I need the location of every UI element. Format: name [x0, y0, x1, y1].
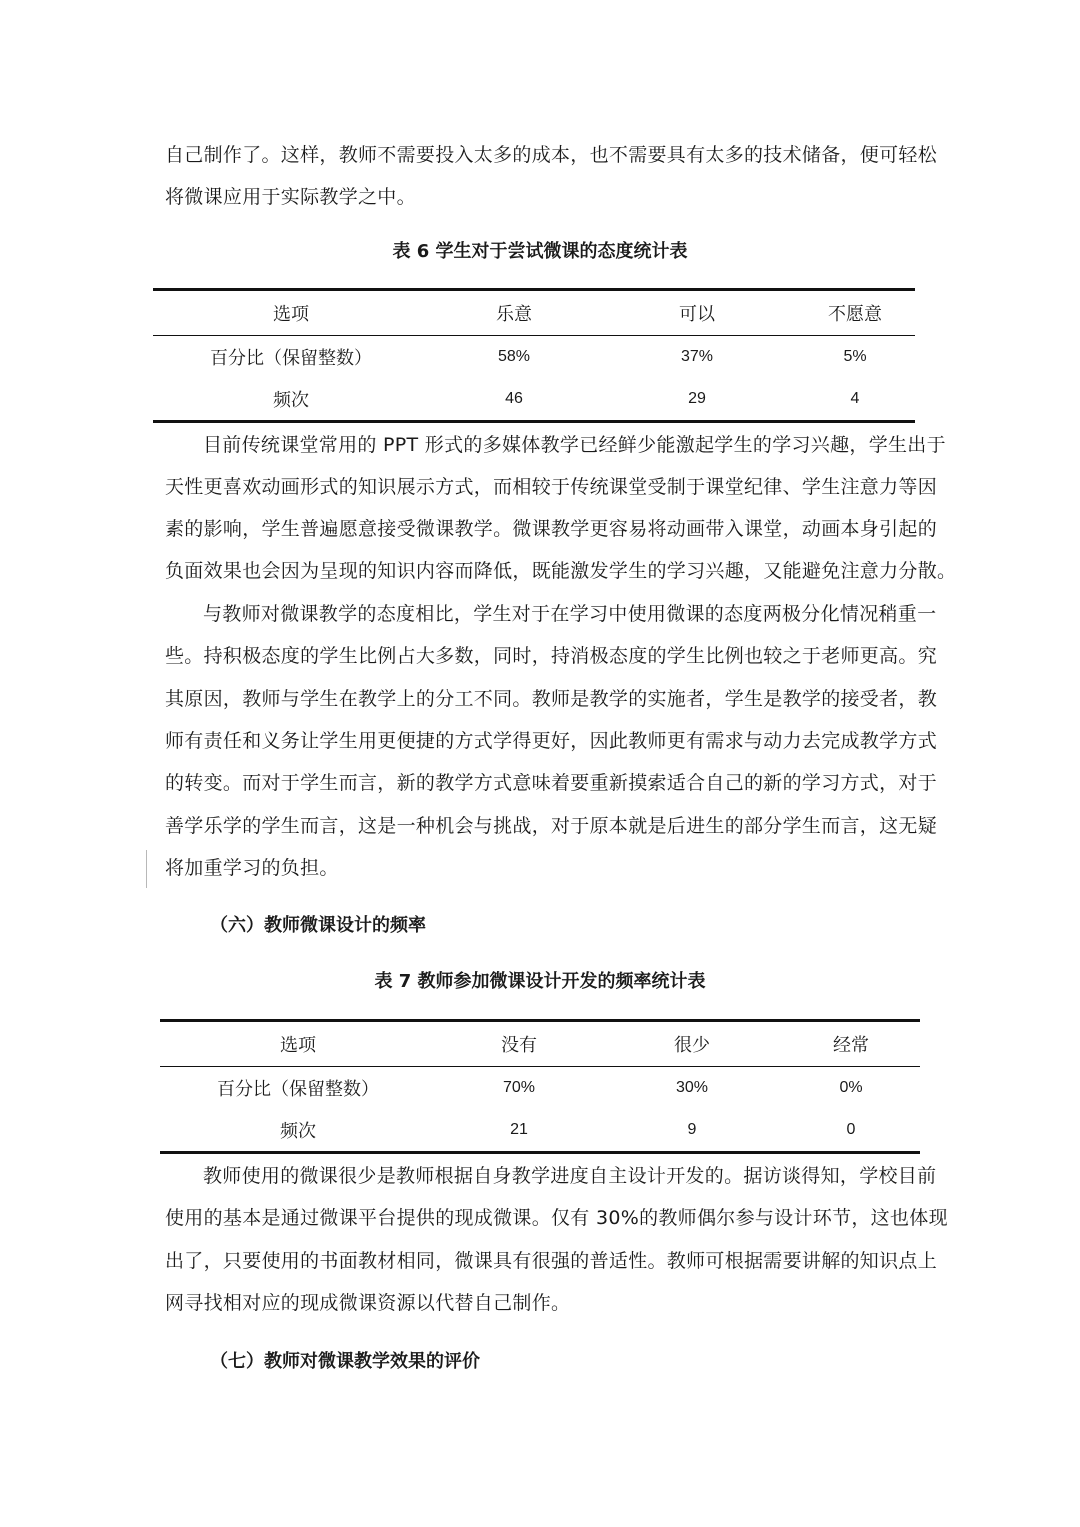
paragraph3-line: 的转变。而对于学生而言，新的教学方式意味着要重新摸索适合自己的新的学习方式，对于	[165, 772, 938, 794]
paragraph4-line: 出了，只要使用的书面教材相同，微课具有很强的普适性。教师可根据需要讲解的知识点上	[165, 1250, 938, 1272]
section6-heading: （六）教师微课设计的频率	[210, 915, 426, 936]
table-cell: 58%	[497, 348, 531, 365]
paragraph2-line: 负面效果也会因为呈现的知识内容而降低，既能激发学生的学习兴趣，又能避免注意力分散。	[165, 560, 957, 582]
table-cell: 29	[599, 378, 795, 422]
table-row	[160, 1067, 920, 1110]
table6-header-cell: 可以	[599, 290, 795, 336]
paragraph4-line: 使用的基本是通过微课平台提供的现成微课。仅有 30%的教师偶尔参与设计环节，这也体现	[165, 1207, 948, 1229]
paragraph3-line: 将加重学习的负担。	[165, 857, 339, 879]
table7-header-cell: 很少	[602, 1021, 782, 1067]
table-cell: 21	[436, 1109, 602, 1153]
table-row	[153, 378, 915, 422]
table-cell: 频次	[153, 378, 429, 422]
paragraph2-line: 素的影响，学生普遍愿意接受微课教学。微课教学更容易将动画带入课堂，动画本身引起的	[165, 518, 938, 540]
table-cell: 5%	[843, 348, 867, 365]
paragraph3-line: 些。持积极态度的学生比例占大多数，同时，持消极态度的学生比例也较之于老师更高。究	[165, 645, 938, 667]
table6-header-cell: 不愿意	[795, 290, 915, 336]
table7	[160, 1019, 920, 1154]
paragraph4-line: 教师使用的微课很少是教师根据自身教学进度自主设计开发的。据访谈得知，学校目前	[203, 1165, 937, 1187]
table7-header-cell: 没有	[436, 1021, 602, 1067]
table7-caption: 表 7 教师参加微课设计开发的频率统计表	[374, 971, 706, 992]
paragraph4-line: 网寻找相对应的现成微课资源以代替自己制作。	[165, 1292, 571, 1314]
table7-header-row	[160, 1021, 920, 1067]
table-cell: 0	[782, 1109, 920, 1153]
table-cell: 37%	[680, 348, 714, 365]
intro-line-2: 将微课应用于实际教学之中。	[165, 186, 416, 208]
paragraph3-line: 与教师对微课教学的态度相比，学生对于在学习中使用微课的态度两极分化情况稍重一	[203, 603, 937, 625]
table-cell: 百分比（保留整数）	[210, 348, 372, 369]
paragraph2-line: 目前传统课堂常用的 PPT 形式的多媒体教学已经鲜少能激起学生的学习兴趣，学生出于	[203, 434, 946, 456]
intro-line-1: 自己制作了。这样，教师不需要投入太多的成本，也不需要具有太多的技术储备，便可轻松	[165, 144, 938, 166]
table6-header-row	[153, 290, 915, 336]
table-cell: 4	[795, 378, 915, 422]
table7-header-cell: 经常	[782, 1021, 920, 1067]
table-cell: 46	[429, 378, 599, 422]
paragraph2-line: 天性更喜欢动画形式的知识展示方式，而相较于传统课堂受制于课堂纪律、学生注意力等因	[165, 476, 938, 498]
paragraph3-line: 其原因，教师与学生在教学上的分工不同。教师是教学的实施者，学生是教学的接受者，教	[165, 688, 938, 710]
table-row	[160, 1109, 920, 1153]
section7-heading: （七）教师对微课教学效果的评价	[210, 1351, 480, 1372]
table-cell: 30%	[675, 1079, 709, 1096]
table-cell: 0%	[839, 1079, 863, 1096]
table-cell: 百分比（保留整数）	[217, 1079, 379, 1100]
margin-revision-mark	[146, 850, 147, 888]
paragraph3-line: 善学乐学的学生而言，这是一种机会与挑战，对于原本就是后进生的部分学生而言，这无疑	[165, 815, 938, 837]
table6-header-cell: 选项	[153, 290, 429, 336]
table6-header-cell: 乐意	[429, 290, 599, 336]
table6-caption: 表 6 学生对于尝试微课的态度统计表	[392, 241, 688, 262]
table6	[153, 288, 915, 423]
table7-header-cell: 选项	[160, 1021, 436, 1067]
paragraph3-line: 师有责任和义务让学生用更便捷的方式学得更好，因此教师更有需求与动力去完成教学方式	[165, 730, 938, 752]
table-cell: 70%	[502, 1079, 536, 1096]
table-cell: 频次	[160, 1109, 436, 1153]
table-cell: 9	[602, 1109, 782, 1153]
table-row	[153, 336, 915, 379]
